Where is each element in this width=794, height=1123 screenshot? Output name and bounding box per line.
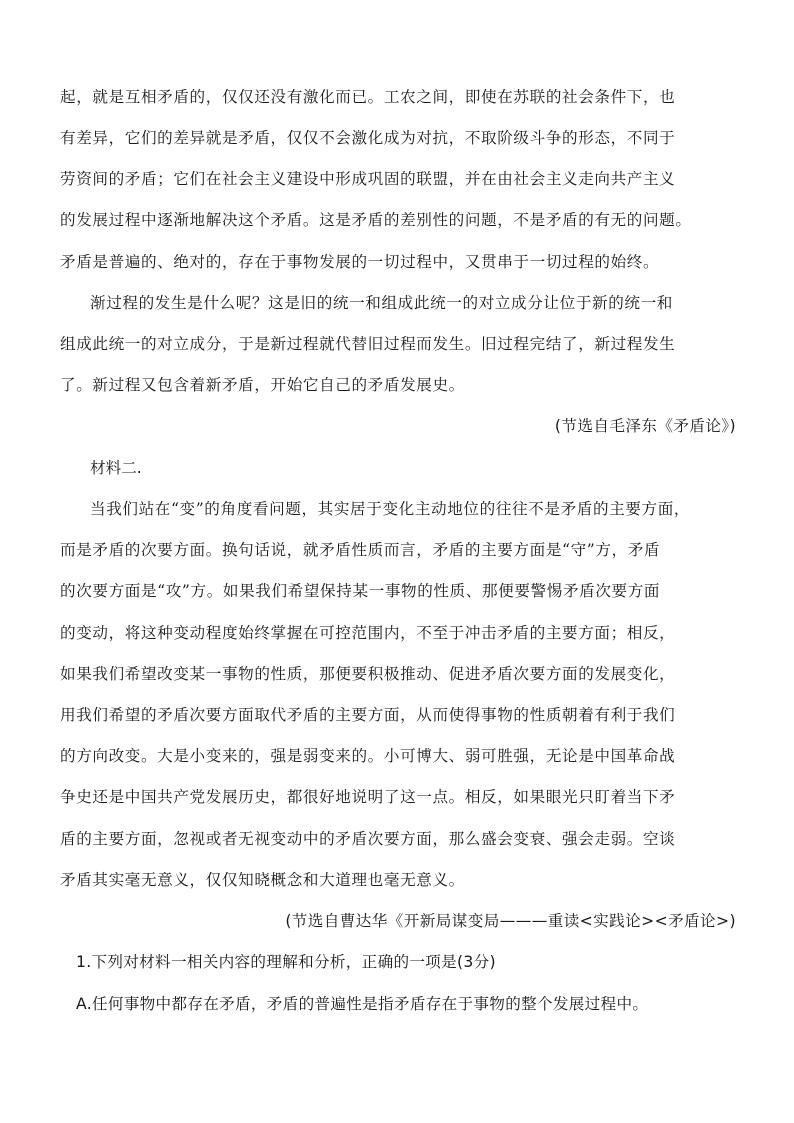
text-line: 当我们站在“变”的角度看问题，其实居于变化主动地位的往往不是矛盾的主要方面， [90, 500, 691, 518]
text-line: 矛盾其实毫无意义，仅仅知晓概念和大道理也毫无意义。 [60, 871, 465, 889]
source-citation: (节选自曹达华《开新局谋变局———重读<实践论><矛盾论>) [285, 912, 736, 930]
text-line: 了。新过程又包含着新矛盾，开始它自己的矛盾发展史。 [60, 376, 465, 394]
text-line: 而是矛盾的次要方面。换句话说，就矛盾性质而言，矛盾的主要方面是“守”方，矛盾 [60, 541, 661, 559]
text-line: 有差异，它们的差异就是矛盾，仅仅不会激化成为对抗，不取阶级斗争的形态，不同于 [60, 129, 676, 147]
text-line: 的变动，将这种变动程度始终掌握在可控范围内，不至于冲击矛盾的主要方面；相反， [60, 624, 676, 642]
text-line: 矛盾是普遍的、绝对的，存在于事物发展的一切过程中，又贯串于一切过程的始终。 [60, 253, 660, 271]
text-line: 渐过程的发生是什么呢？这是旧的统一和组成此统一的对立成分让位于新的统一和 [90, 294, 673, 312]
text-line: 起，就是互相矛盾的，仅仅还没有激化而已。工农之间，即使在苏联的社会条件下，也 [60, 88, 676, 106]
text-line: 的方向改变。大是小变来的，强是弱变来的。小可博大、弱可胜强，无论是中国革命战 [60, 747, 676, 765]
text-line: 的发展过程中逐渐地解决这个矛盾。这是矛盾的差别性的问题，不是矛盾的有无的问题。 [60, 211, 692, 229]
section-heading: 材料二. [90, 459, 142, 477]
text-line: 如果我们希望改变某一事物的性质，那便要积极推动、促进矛盾次要方面的发展变化， [60, 665, 676, 683]
text-line: 用我们希望的矛盾次要方面取代矛盾的主要方面，从而使得事物的性质朝着有利于我们 [60, 706, 676, 724]
answer-option-a: A.任何事物中都存在矛盾，矛盾的普遍性是指矛盾存在于事物的整个发展过程中。 [76, 995, 649, 1013]
text-line: 劳资间的矛盾；它们在社会主义建设中形成巩固的联盟，并在由社会主义走向共产主义 [60, 170, 676, 188]
question-stem: 1.下列对材料一相关内容的理解和分析，正确的一项是(3分) [76, 953, 496, 971]
text-line: 盾的主要方面，忽视或者无视变动中的矛盾次要方面，那么盛会变衰、强会走弱。空谈 [60, 830, 676, 848]
text-line: 组成此统一的对立成分，于是新过程就代替旧过程而发生。旧过程完结了，新过程发生 [60, 335, 676, 353]
text-line: 争史还是中国共产党发展历史，都很好地说明了这一点。相反，如果眼光只盯着当下矛 [60, 788, 676, 806]
source-citation: (节选自毛泽东《矛盾论》) [554, 417, 736, 435]
text-line: 的次要方面是“攻”方。如果我们希望保持某一事物的性质、那便要警惕矛盾次要方面 [60, 582, 661, 600]
